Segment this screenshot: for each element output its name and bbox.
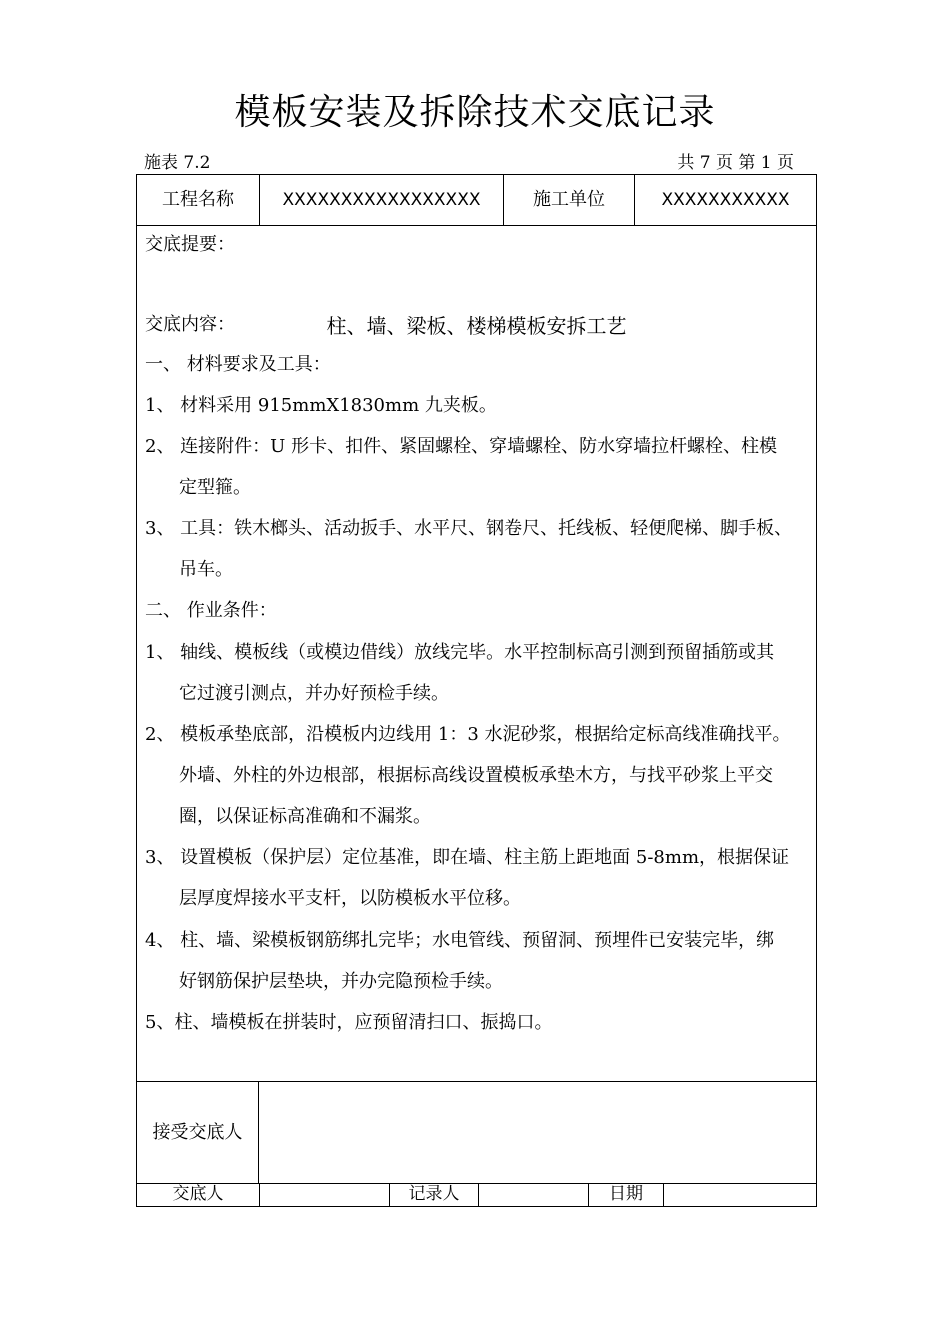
project-name-label: 工程名称 bbox=[162, 189, 234, 210]
receiver-label: 接受交底人 bbox=[137, 1082, 259, 1183]
content-line: 二、 作业条件： bbox=[145, 600, 277, 621]
content-line: 圈，以保证标高准确和不漏浆。 bbox=[179, 806, 431, 827]
content-line: 一、 材料要求及工具： bbox=[145, 354, 331, 375]
content-line: 2、 模板承垫底部，沿模板内边线用 1：3 水泥砂浆，根据给定标高线准确找平。 bbox=[145, 724, 791, 745]
content-line: 4、 柱、墙、梁模板钢筋绑扎完毕；水电管线、预留洞、预埋件已安装完毕，绑 bbox=[145, 930, 775, 951]
construction-unit-label: 施工单位 bbox=[533, 189, 605, 210]
content-line: 3、 设置模板（保护层）定位基准，即在墙、柱主筋上距地面 5-8mm，根据保证 bbox=[145, 847, 790, 868]
content-line: 5、柱、墙模板在拼装时，应预留清扫口、振捣口。 bbox=[145, 1012, 553, 1033]
project-name-value: XXXXXXXXXXXXXXXXX bbox=[282, 190, 481, 210]
disclosure-table bbox=[136, 174, 817, 1207]
form-number: 施表 7.2 bbox=[144, 153, 211, 173]
content-line: 1、 材料采用 915mmX1830mm 九夹板。 bbox=[145, 395, 497, 416]
document-title: 模板安装及拆除技术交底记录 bbox=[234, 92, 716, 133]
receiver-row bbox=[137, 1082, 816, 1184]
content-line: 2、 连接附件：U 形卡、扣件、紧固螺栓、穿墙螺栓、防水穿墙拉杆螺栓、柱模 bbox=[145, 436, 778, 457]
content-line: 1、 轴线、模板线（或模边借线）放线完毕。水平控制标高引测到预留插筋或其 bbox=[145, 642, 775, 663]
content-label: 交底内容： bbox=[145, 314, 235, 335]
content-line: 3、 工具：铁木榔头、活动扳手、水平尺、钢卷尺、托线板、轻便爬梯、脚手板、 bbox=[145, 518, 793, 539]
page-info: 共 7 页 第 1 页 bbox=[677, 153, 794, 173]
disclosure-subject: 柱、墙、梁板、楼梯模板安拆工艺 bbox=[326, 314, 627, 338]
content-line: 定型箍。 bbox=[179, 477, 251, 498]
project-info-row bbox=[137, 175, 816, 226]
construction-unit-value: XXXXXXXXXXX bbox=[661, 190, 790, 210]
content-line: 好钢筋保护层垫块，并办完隐预检手续。 bbox=[179, 971, 503, 992]
recorder-label: 记录人 bbox=[408, 1184, 460, 1204]
content-line: 它过渡引测点，并办好预检手续。 bbox=[179, 683, 449, 704]
discloser-label: 交底人 bbox=[172, 1184, 224, 1204]
summary-label: 交底提要： bbox=[145, 234, 235, 255]
content-line: 层厚度焊接水平支杆，以防模板水平位移。 bbox=[179, 888, 521, 909]
content-line: 吊车。 bbox=[179, 559, 233, 580]
content-line: 外墙、外柱的外边根部，根据标高线设置模板承垫木方，与找平砂浆上平交 bbox=[179, 765, 773, 786]
date-label: 日期 bbox=[609, 1184, 643, 1204]
signoff-row bbox=[137, 1184, 816, 1206]
disclosure-content bbox=[137, 226, 816, 1082]
